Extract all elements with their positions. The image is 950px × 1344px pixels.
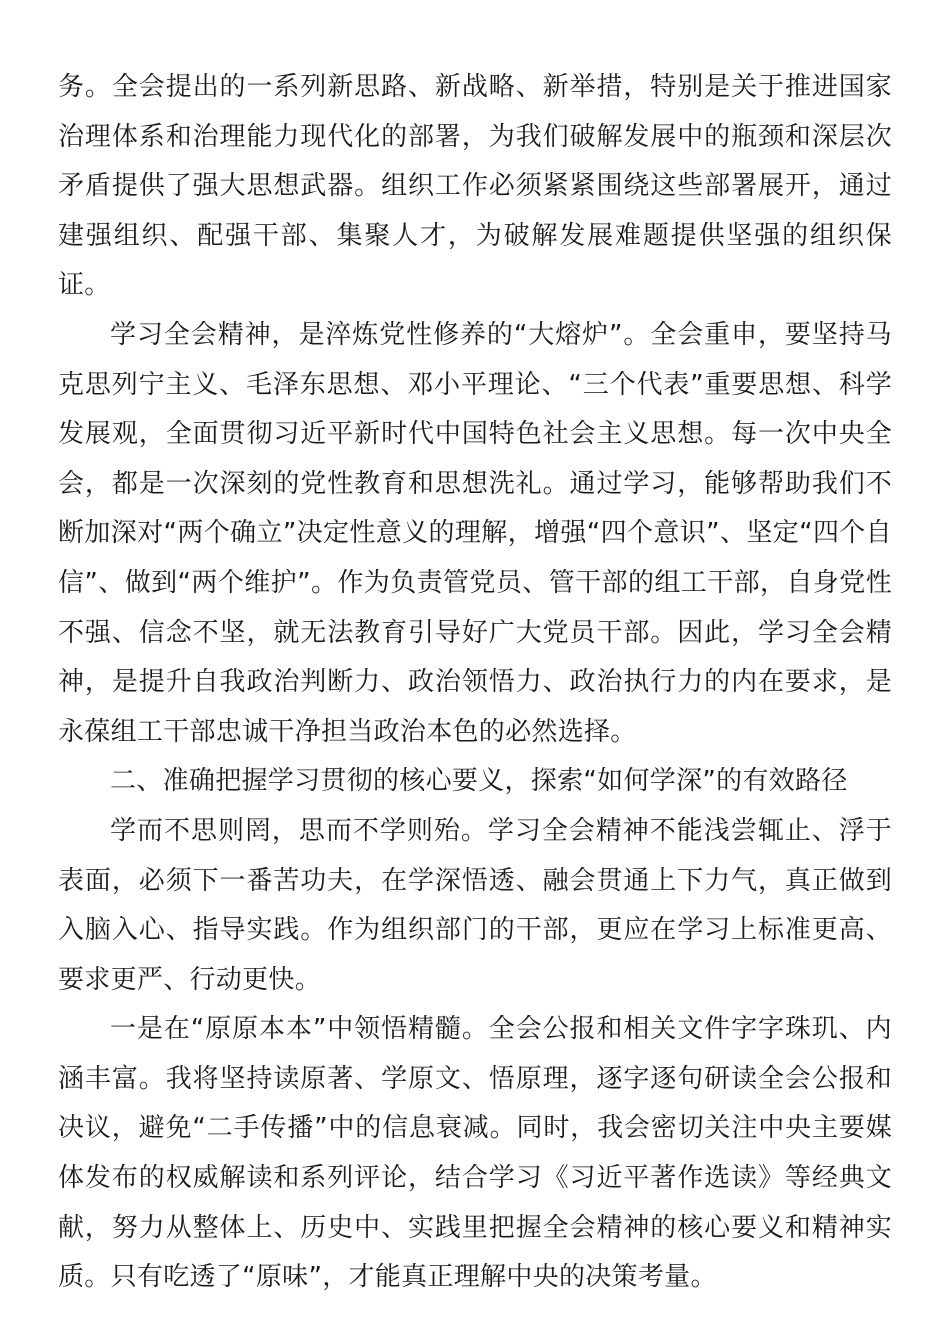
paragraph-study-deeply: 学而不思则罔，思而不学则殆。学习全会精神不能浅尝辄止、浮于表面，必须下一番苦功夫，在学深悟透、融会贯通上下力气，真正做到入脑入心、指导实践。作为组织部门的干部，更应在学习上标准更高、要求更严、行动更快。 (58, 815, 892, 995)
section-heading-two: 二、准确把握学习贯彻的核心要义，探索“如何学深”的有效路径 (110, 766, 848, 797)
document-body (58, 63, 892, 1303)
paragraph-party-spirit: 学习全会精神，是淬炼党性修养的“大熔炉”。全会重申，要坚持马克思列宁主义、毛泽东思想、邓小平理论、“三个代表”重要思想、科学发展观，全面贯彻习近平新时代中国特色社会主义思想。每一次中央全会，都是一次深刻的党性教育和思想洗礼。通过学习，能够帮助我们不断加深对“两个确立”决定性意义的理解，增强“四个意识”、坚定“四个自信”、做到“两个维护”。作为负责管党员、管干部的组工干部，自身党性不强、信念不坚，就无法教育引导好广大党员干部。因此，学习全会精神，是提升自我政治判断力、政治领悟力、政治执行力的内在要求，是永葆组工干部忠诚干净担当政治本色的必然选择。 (58, 319, 892, 747)
paragraph-continuation: 务。全会提出的一系列新思路、新战略、新举措，特别是关于推进国家治理体系和治理能力现代化的部署，为我们破解发展中的瓶颈和深层次矛盾提供了强大思想武器。组织工作必须紧紧围绕这些部署展开，通过建强组织、配强干部、集聚人才，为破解发展难题提供坚强的组织保证。 (58, 72, 892, 301)
paragraph-original-text: 一是在“原原本本”中领悟精髓。全会公报和相关文件字字珠玑、内涵丰富。我将坚持读原著、学原文、悟原理，逐字逐句研读全会公报和决议，避免“二手传播”中的信息衰减。同时，我会密切关注中央主要媒体发布的权威解读和系列评论，结合学习《习近平著作选读》等经典文献，努力从整体上、历史中、实践里把握全会精神的核心要义和精神实质。只有吃透了“原味”，才能真正理解中央的决策考量。 (58, 1014, 892, 1293)
